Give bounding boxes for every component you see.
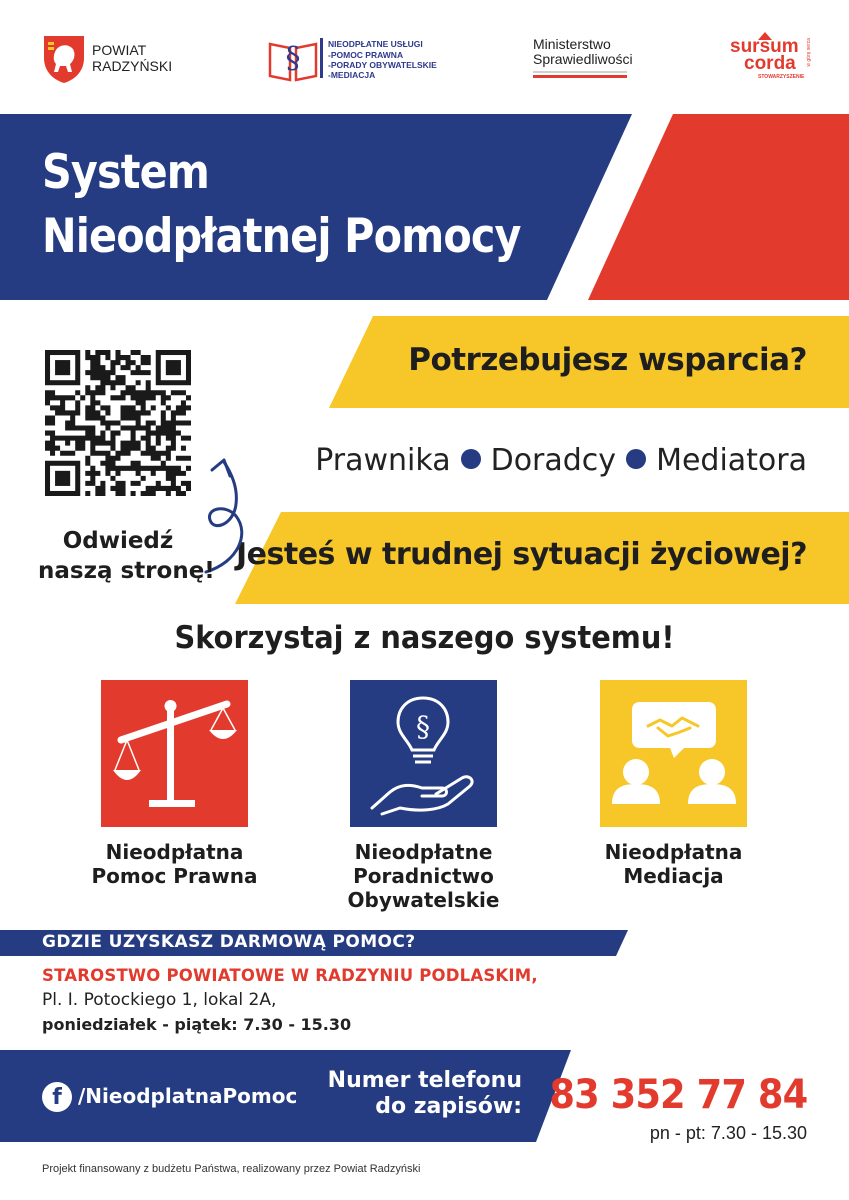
cta-heading: Skorzystaj z naszego systemu! [174,620,675,656]
phone-number[interactable]: 83 352 77 84 [549,1072,807,1118]
ministry-logo-line1: Ministerstwo [533,36,611,52]
ministry-logo-line2: Sprawiedliwości [533,51,633,67]
association-logo-line2: corda [744,53,796,74]
phone-label-line1: Numer telefonu [327,1068,522,1093]
association-logo-line1: sursum [730,36,799,57]
page-title-line1: System [42,145,210,200]
legal-aid-label-line1: Nieodpłatna [105,840,244,864]
visit-line2: naszą stronę! [38,558,215,584]
facebook-link[interactable]: /NieodplatnaPomoc [78,1084,298,1108]
mediation-label-line1: Nieodpłatna [604,840,743,864]
title-banner-red [588,114,849,300]
services-logo-title: NIEODPŁATNE USŁUGI [328,39,423,49]
phone-label [328,1068,522,1120]
situation-question: Jesteś w trudnej sytuacji życiowej? [235,537,807,572]
service-mediator: Mediatora [656,443,807,478]
association-logo-side: w górę serca [806,38,812,67]
legal-aid-card[interactable] [101,680,248,827]
services-line [315,443,807,478]
lightbulb-paragraph-hand-icon [350,680,497,827]
services-logo [268,36,438,82]
services-logo-item: -POMOC PRAWNA [328,50,404,60]
svg-text:§: § [416,710,430,743]
footer-funding-note: Projekt finansowany z budżetu Państwa, realizowany przez Powiat Radzyński [42,1163,421,1175]
office-name: STAROSTWO POWIATOWE W RADZYNIU PODLASKIM, [42,966,538,985]
service-lawyer: Prawnika [315,443,451,478]
people-handshake-icon [600,680,747,827]
where-heading: GDZIE UZYSKASZ DARMOWĄ POMOC? [42,932,416,952]
civic-counselling-label-line3: Obywatelskie [347,888,500,912]
visit-website-text [38,526,215,586]
ministry-flag-red [533,75,627,78]
services-logo-divider [320,38,323,78]
ministry-logo [533,36,643,80]
county-logo [42,34,182,84]
mediation-label-line2: Mediacja [623,864,724,888]
services-logo-item: -MEDIACJA [328,70,376,80]
services-logo-item: -PORADY OBYWATELSKIE [328,60,437,70]
civic-counselling-label-line1: Nieodpłatne [354,840,493,864]
civic-counselling-label-line2: Poradnictwo [353,864,494,888]
office-address: Pl. I. Potockiego 1, lokal 2A, [42,990,277,1010]
support-question: Potrzebujesz wsparcia? [408,342,807,378]
legal-aid-label-line2: Pomoc Prawna [91,864,258,888]
paragraph-book-icon [268,36,318,82]
county-coat-of-arms-icon [42,34,86,84]
association-logo [730,34,810,84]
facebook-icon[interactable]: f [42,1082,72,1112]
visit-line1: Odwiedź [62,528,174,554]
phone-hours: pn - pt: 7.30 - 15.30 [649,1123,807,1143]
phone-label-line2: do zapisów: [375,1094,522,1119]
scales-of-justice-icon [101,680,248,827]
county-logo-line1: POWIAT [92,42,147,58]
service-advisor: Doradcy [490,443,617,478]
county-logo-line2: RADZYŃSKI [92,58,173,74]
civic-counselling-card[interactable] [350,680,497,827]
mediation-label [573,840,774,888]
civic-counselling-label [323,840,524,912]
bullet-dot-icon [626,449,646,469]
association-logo-tag: STOWARZYSZENIE [758,74,805,80]
svg-text:§: § [285,41,301,76]
office-hours: poniedziałek - piątek: 7.30 - 15.30 [42,1015,352,1034]
bullet-dot-icon [461,449,481,469]
legal-aid-label [74,840,275,888]
page-title-line2: Nieodpłatnej Pomocy [42,209,521,264]
ministry-flag-white [533,71,627,74]
mediation-card[interactable] [600,680,747,827]
